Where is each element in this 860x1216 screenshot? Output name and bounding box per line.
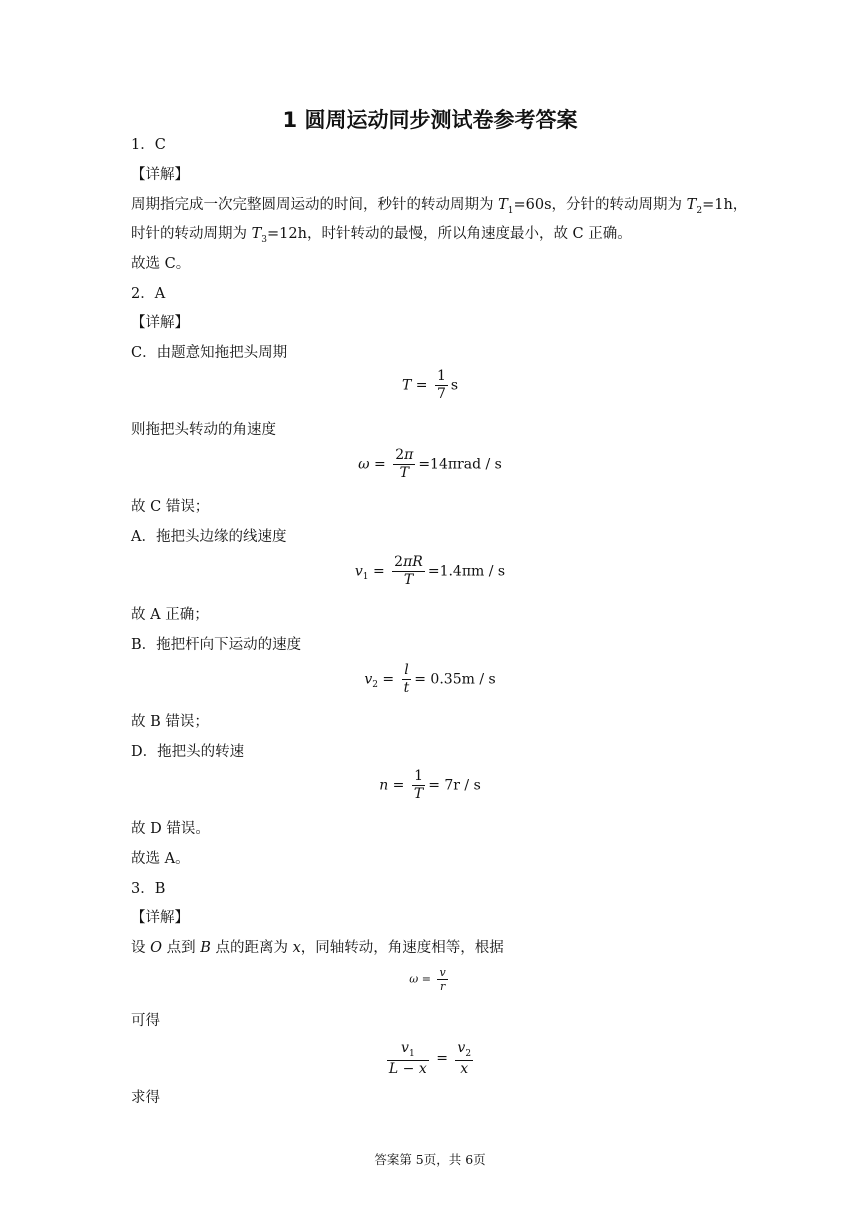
q3-kede: 可得 bbox=[131, 1013, 160, 1029]
fraction: $\frac{l}{t}$ bbox=[403, 662, 410, 696]
q2-conclusion: 故选 A。 bbox=[131, 851, 190, 867]
formula-omega-vr: ω = $\frac{v}{r}$ bbox=[409, 966, 446, 994]
fraction: $\frac{v}{r}$ bbox=[439, 966, 446, 994]
q1-text-line1: 周期指完成一次完整圆周运动的时间，秒针的转动周期为 $T_1=60s$，分针的转动周期为 $T_2=1h$， bbox=[131, 197, 748, 216]
q2-c-judge: 故 C 错误； bbox=[131, 499, 210, 515]
fraction: $\frac{2\pi}{T}$ bbox=[395, 447, 414, 481]
formula-v1: $v_1$ = $\frac{2\pi R}{T}$ =1.4πm / s bbox=[354, 554, 506, 588]
page-footer: 答案第 5页，共 6页 bbox=[374, 1152, 486, 1167]
q2-b-judge: 故 B 错误； bbox=[131, 714, 209, 730]
q3-answer: 3．B bbox=[131, 881, 166, 897]
q2-d-intro: D．拖把头的转速 bbox=[131, 744, 245, 760]
q1-text1-c: =1h， bbox=[702, 197, 748, 213]
q1-text-line2: 时针的转动周期为 $T_3=12h$，时针转动的最慢，所以角速度最小，故 C 正确。 bbox=[131, 226, 632, 245]
formula-period: T = $\frac{1}{7}$ s bbox=[401, 368, 459, 402]
fraction: $\frac{v_2}{x}$ bbox=[457, 1040, 472, 1077]
q1-conclusion: 故选 C。 bbox=[131, 256, 191, 272]
q1-text1-a: 周期指完成一次完整圆周运动的时间，秒针的转动周期为 bbox=[131, 197, 499, 213]
formula-n: n = $\frac{1}{T}$ = 7r / s bbox=[379, 768, 481, 802]
fraction: $\frac{v_1}{L - x}$ bbox=[388, 1040, 427, 1077]
formula-omega: ω = $\frac{2\pi}{T}$ =14πrad / s bbox=[358, 447, 502, 481]
q1-text1-b: =60s，分针的转动周期为 bbox=[513, 197, 687, 213]
q2-a-judge: 故 A 正确； bbox=[131, 607, 209, 623]
formula-ratio: $\frac{v_1}{L - x}$ = $\frac{v_2}{x}$ bbox=[388, 1040, 472, 1077]
q1-answer: 1．C bbox=[131, 137, 166, 153]
fraction: $\frac{2\pi R}{T}$ bbox=[394, 554, 423, 588]
q2-c-intro: C．由题意知拖把头周期 bbox=[131, 345, 288, 361]
q2-d-judge: 故 D 错误。 bbox=[131, 821, 210, 837]
fraction: $\frac{1}{7}$ bbox=[436, 368, 446, 402]
q1-detail-heading: 【详解】 bbox=[131, 167, 189, 183]
page-title: 1 圆周运动同步测试卷参考答案 bbox=[282, 108, 578, 132]
q2-detail-heading: 【详解】 bbox=[131, 315, 189, 331]
fraction: $\frac{1}{T}$ bbox=[413, 768, 424, 802]
q1-text2-b: =12h，时针转动的最慢，所以角速度最小，故 C 正确。 bbox=[267, 226, 632, 242]
q2-omega-intro: 则拖把头转动的角速度 bbox=[131, 422, 276, 438]
formula-v2: $v_2$ = $\frac{l}{t}$ = 0.35m / s bbox=[364, 662, 496, 696]
q1-text2-a: 时针的转动周期为 bbox=[131, 226, 252, 242]
q2-answer: 2．A bbox=[131, 286, 166, 302]
q2-a-intro: A．拖把头边缘的线速度 bbox=[131, 529, 287, 545]
q3-intro: 设 O 点到 B 点的距离为 x，同轴转动，角速度相等，根据 bbox=[131, 940, 504, 956]
q3-detail-heading: 【详解】 bbox=[131, 910, 189, 926]
q2-b-intro: B．拖把杆向下运动的速度 bbox=[131, 637, 302, 653]
q3-qiude: 求得 bbox=[131, 1090, 160, 1106]
